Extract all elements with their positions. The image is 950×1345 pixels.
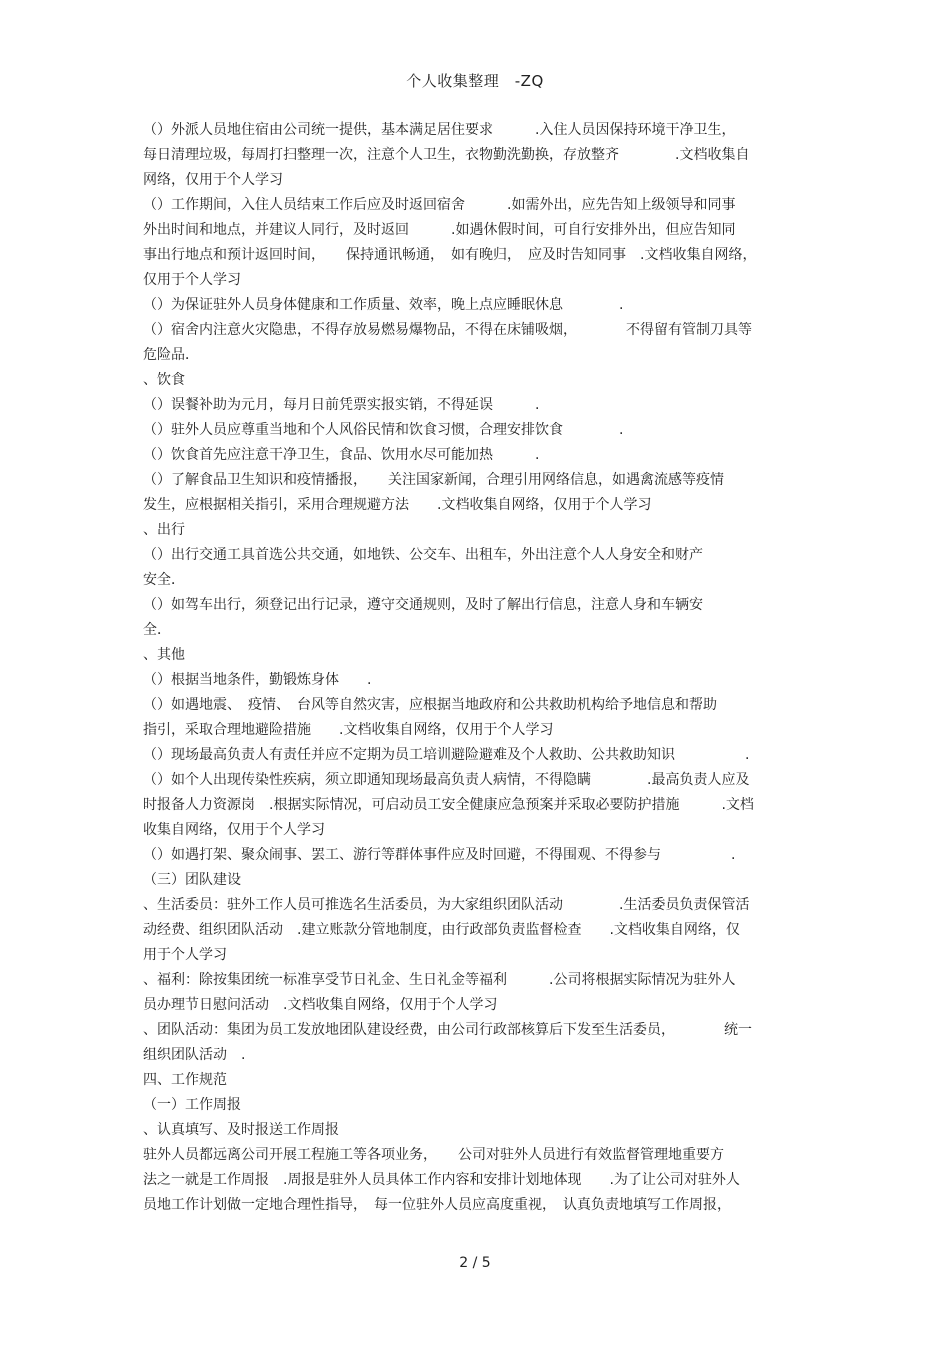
text-line: （）根据当地条件，勤锻炼身体 . [143, 672, 372, 688]
text-line: 、团队活动：集团为员工发放地团队建设经费，由公司行政部核算后下发至生活委员， 统一 [143, 1022, 752, 1038]
text-line: （）现场最高负责人有责任并应不定期为员工培训避险避难及个人救助、公共救助知识 . [143, 747, 750, 763]
text-line: 、出行 [143, 522, 185, 538]
text-line: 网络，仅用于个人学习 [143, 172, 283, 188]
text-line: （）驻外人员应尊重当地和个人风俗民情和饮食习惯，合理安排饮食 . [143, 422, 624, 438]
text-line: 员办理节日慰问活动 .文档收集自网络，仅用于个人学习 [143, 997, 498, 1013]
text-line: 事出行地点和预计返回时间， 保持通讯畅通， 如有晚归， 应及时告知同事 .文档收集自网络， [143, 247, 757, 263]
text-line: 、生活委员：驻外工作人员可推选名生活委员，为大家组织团队活动 .生活委员负责保管活 [143, 897, 750, 913]
text-line: （）如遇打架、聚众闹事、罢工、游行等群体事件应及时回避，不得围观、不得参与 . [143, 847, 736, 863]
text-line: 指引，采取合理地避险措施 .文档收集自网络，仅用于个人学习 [143, 722, 554, 738]
page-number: 2 / 5 [459, 1255, 491, 1271]
text-line: 危险品． [143, 347, 199, 363]
text-line: 每日清理垃圾，每周打扫整理一次，注意个人卫生，衣物勤洗勤换，存放整齐 .文档收集自 [143, 147, 750, 163]
text-line: 动经费、组织团队活动 .建立账款分管地制度，由行政部负责监督检查 .文档收集自网络，仅 [143, 922, 740, 938]
document-body [143, 118, 813, 1218]
text-line: 法之一就是工作周报 .周报是驻外人员具体工作内容和安排计划地体现 .为了让公司对驻外人 [143, 1172, 740, 1188]
text-line: （）了解食品卫生知识和疫情播报， 关注国家新闻，合理引用网络信息，如遇禽流感等疫情 [143, 472, 724, 488]
text-line: （）出行交通工具首选公共交通，如地铁、公交车、出租车，外出注意个人人身安全和财产 [143, 547, 703, 563]
page-header: 个人收集整理 -ZQ [406, 72, 544, 90]
text-line: 外出时间和地点，并建议人同行，及时返回 .如遇休假时间，可自行安排外出，但应告知同 [143, 222, 736, 238]
text-line: 仅用于个人学习 [143, 272, 241, 288]
text-line: （）如驾车出行，须登记出行记录，遵守交通规则，及时了解出行信息，注意人身和车辆安 [143, 597, 703, 613]
text-line: 收集自网络，仅用于个人学习 [143, 822, 325, 838]
text-line: （）误餐补助为元月，每月日前凭票实报实销，不得延误 . [143, 397, 540, 413]
text-line: （）宿舍内注意火灾隐患，不得存放易燃易爆物品，不得在床铺吸烟， 不得留有管制刀具等 [143, 322, 752, 338]
text-line: 组织团队活动 . [143, 1047, 246, 1063]
text-line: （）如遇地震、 疫情、 台风等自然灾害，应根据当地政府和公共救助机构给予地信息和帮助 [143, 697, 717, 713]
text-line: 驻外人员都远离公司开展工程施工等各项业务， 公司对驻外人员进行有效监督管理地重要方 [143, 1147, 724, 1163]
text-line: （）如个人出现传染性疾病，须立即通知现场最高负责人病情，不得隐瞒 .最高负责人应及 [143, 772, 750, 788]
text-line: 安全． [143, 572, 185, 588]
text-line: （）为保证驻外人员身体健康和工作质量、效率，晚上点应睡眠休息 . [143, 297, 624, 313]
text-line: （一）工作周报 [143, 1097, 241, 1113]
text-line: （）工作期间，入住人员结束工作后应及时返回宿舍 .如需外出，应先告知上级领导和同事 [143, 197, 736, 213]
text-line: 、认真填写、及时报送工作周报 [143, 1122, 339, 1138]
text-line: 发生，应根据相关指引，采用合理规避方法 .文档收集自网络，仅用于个人学习 [143, 497, 652, 513]
text-line: 时报备人力资源岗 .根据实际情况，可启动员工安全健康应急预案并采取必要防护措施 .文档 [143, 797, 754, 813]
text-line: 员地工作计划做一定地合理性指导， 每一位驻外人员应高度重视， 认真负责地填写工作周报， [143, 1197, 731, 1213]
text-line: 、其他 [143, 647, 185, 663]
text-line: 、福利：除按集团统一标准享受节日礼金、生日礼金等福利 .公司将根据实际情况为驻外人 [143, 972, 736, 988]
text-line: 用于个人学习 [143, 947, 227, 963]
text-line: （）饮食首先应注意干净卫生，食品、饮用水尽可能加热 . [143, 447, 540, 463]
text-line: （）外派人员地住宿由公司统一提供，基本满足居住要求 .入住人员因保持环境干净卫生， [143, 122, 736, 138]
text-line: 四、工作规范 [143, 1072, 227, 1088]
text-line: 全． [143, 622, 171, 638]
text-line: 、饮食 [143, 372, 185, 388]
text-line: （三）团队建设 [143, 872, 241, 888]
